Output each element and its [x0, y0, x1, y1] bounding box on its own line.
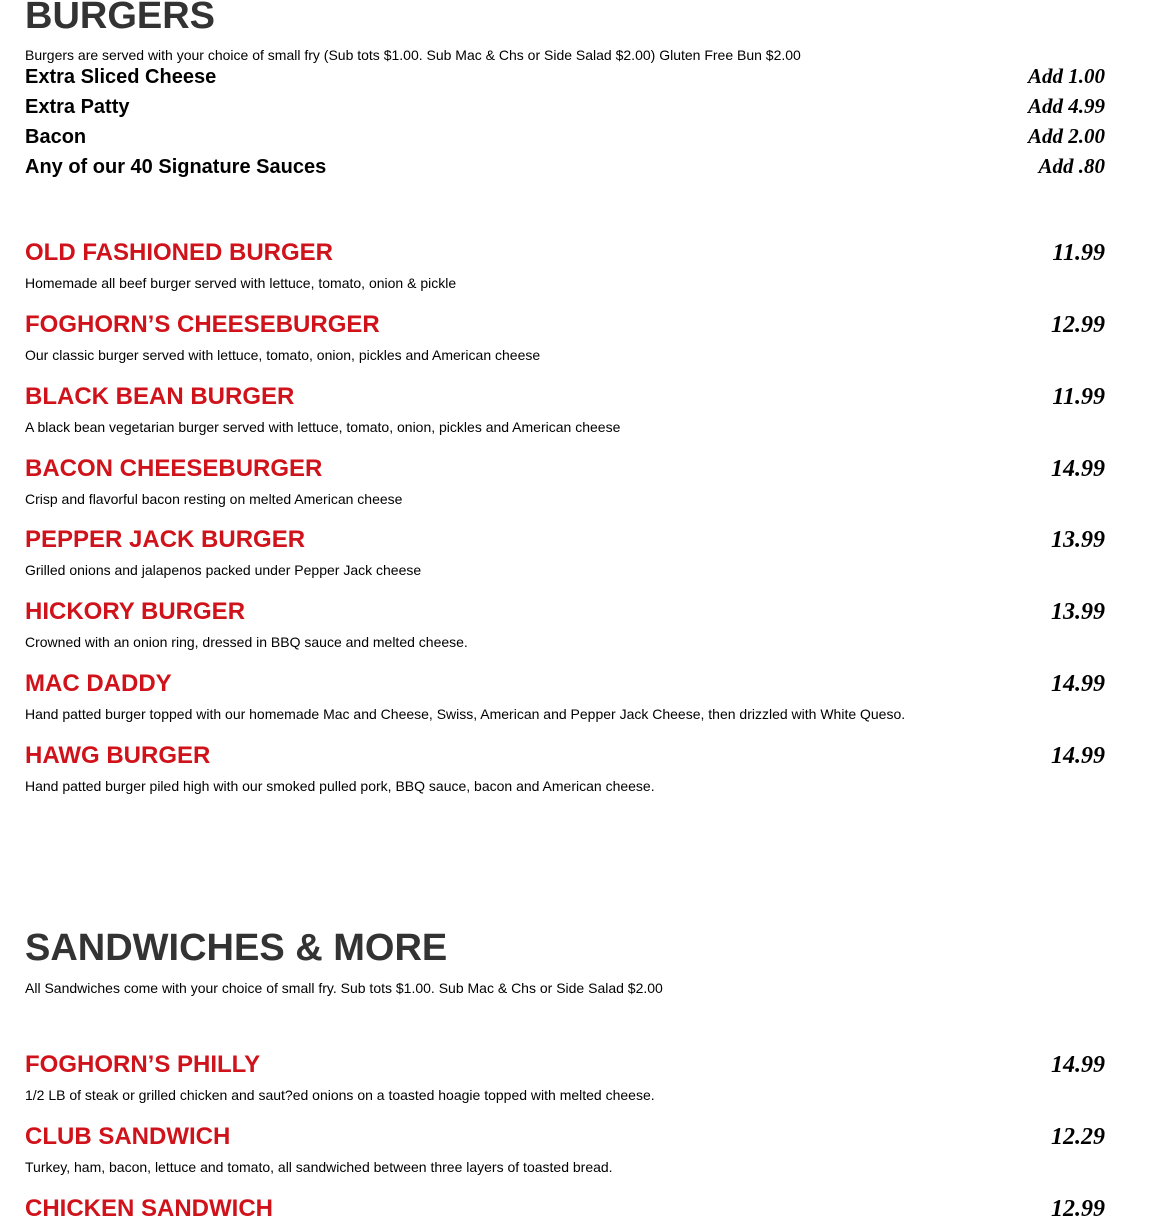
- item-price: 12.99: [1051, 1196, 1105, 1222]
- menu-item: [25, 1195, 1105, 1227]
- item-description: Crowned with an onion ring, dressed in BBQ sauce and melted cheese.: [25, 634, 468, 650]
- addon-row: [25, 94, 1105, 124]
- item-name: BACON CHEESEBURGER: [25, 455, 323, 482]
- item-description: Hand patted burger piled high with our smoked pulled pork, BBQ sauce, bacon and American cheese.: [25, 778, 655, 794]
- item-description: Hand patted burger topped with our homemade Mac and Cheese, Swiss, American and Pepper Jack Cheese, then drizzled with White Queso.: [25, 706, 906, 722]
- item-description: Grilled onions and jalapenos packed under Pepper Jack cheese: [25, 562, 422, 578]
- addon-price: Add 1.00: [1027, 64, 1105, 88]
- addon-price: Add .80: [1038, 154, 1105, 178]
- addon-name: Extra Patty: [25, 96, 130, 118]
- item-name: MAC DADDY: [25, 670, 172, 697]
- menu-item: [25, 670, 1105, 742]
- sandwiches-section-note: All Sandwiches come with your choice of small fry. Sub tots $1.00. Sub Mac & Chs or Side Salad $2.00: [25, 980, 663, 996]
- burgers-section-note: Burgers are served with your choice of small fry (Sub tots $1.00. Sub Mac & Chs or Side Salad $2.00) Gluten Free Bun $2.00: [25, 47, 801, 63]
- item-price: 11.99: [1052, 384, 1105, 410]
- burgers-section-title: BURGERS: [25, 0, 216, 37]
- menu-item: [25, 239, 1105, 311]
- item-price: 14.99: [1051, 1052, 1105, 1078]
- item-description: Turkey, ham, bacon, lettuce and tomato, all sandwiched between three layers of toasted bread.: [25, 1159, 613, 1175]
- addon-price: Add 2.00: [1027, 124, 1105, 148]
- menu-item: [25, 455, 1105, 527]
- addon-row: [25, 154, 1105, 184]
- sandwiches-section-title: SANDWICHES & MORE: [25, 927, 448, 969]
- item-price: 13.99: [1051, 599, 1105, 625]
- item-price: 12.29: [1051, 1124, 1105, 1150]
- item-description: Homemade all beef burger served with lettuce, tomato, onion & pickle: [25, 275, 457, 291]
- item-description: Crisp and flavorful bacon resting on melted American cheese: [25, 491, 403, 507]
- item-description: A black bean vegetarian burger served with lettuce, tomato, onion, pickles and American cheese: [25, 419, 621, 435]
- item-price: 13.99: [1051, 527, 1105, 553]
- menu-item: [25, 742, 1105, 814]
- item-name: FOGHORN’S PHILLY: [25, 1051, 261, 1078]
- menu-item: [25, 311, 1105, 383]
- addon-price: Add 4.99: [1027, 94, 1105, 118]
- item-name: OLD FASHIONED BURGER: [25, 239, 334, 266]
- item-description: 1/2 LB of steak or grilled chicken and saut?ed onions on a toasted hoagie topped with melted cheese.: [25, 1087, 655, 1103]
- item-price: 14.99: [1051, 456, 1105, 482]
- menu-item: [25, 1051, 1105, 1123]
- item-name: CLUB SANDWICH: [25, 1123, 231, 1150]
- item-description: Our classic burger served with lettuce, tomato, onion, pickles and American cheese: [25, 347, 541, 363]
- item-name: HICKORY BURGER: [25, 598, 246, 625]
- item-name: HAWG BURGER: [25, 742, 211, 769]
- addon-row: [25, 124, 1105, 154]
- item-name: PEPPER JACK BURGER: [25, 526, 306, 553]
- item-name: CHICKEN SANDWICH: [25, 1195, 273, 1222]
- menu-item: [25, 383, 1105, 455]
- item-price: 12.99: [1051, 312, 1105, 338]
- addon-name: Extra Sliced Cheese: [25, 66, 217, 88]
- addon-row: [25, 64, 1105, 94]
- addon-name: Bacon: [25, 126, 87, 148]
- menu-item: [25, 526, 1105, 598]
- menu-item: [25, 1123, 1105, 1195]
- item-price: 14.99: [1051, 743, 1105, 769]
- menu-item: [25, 598, 1105, 670]
- item-price: 11.99: [1052, 240, 1105, 266]
- addon-name: Any of our 40 Signature Sauces: [25, 156, 327, 178]
- item-name: FOGHORN’S CHEESEBURGER: [25, 311, 380, 338]
- item-name: BLACK BEAN BURGER: [25, 383, 295, 410]
- item-price: 14.99: [1051, 671, 1105, 697]
